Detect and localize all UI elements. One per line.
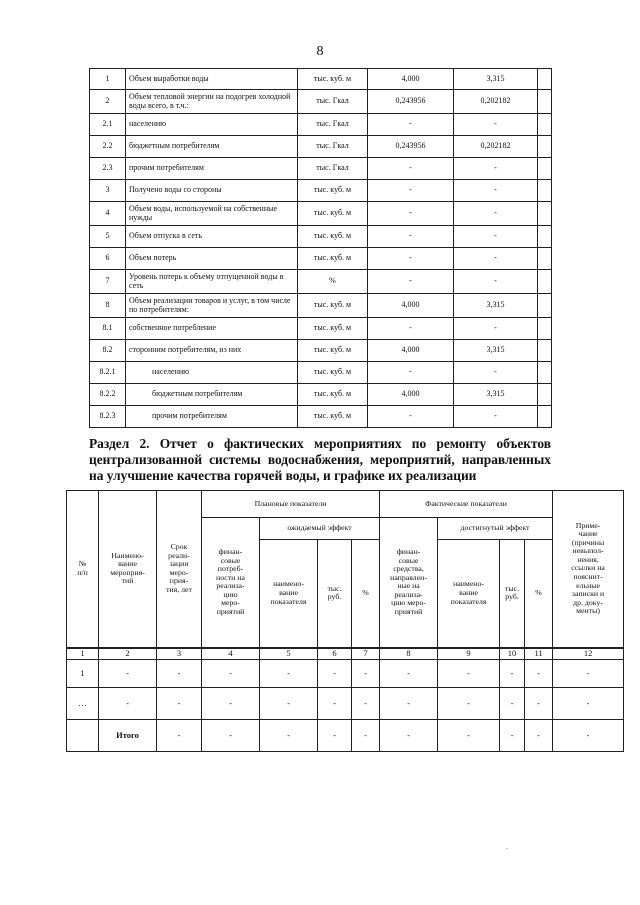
row-name: Уровень потерь к объему отпущенной воды в сеть <box>126 270 298 294</box>
header-achieved-effect: достигнутый эффект <box>438 518 553 540</box>
header-note: Приме- чание (причины невыпол- нения, ссылки на пояснит- ельные записки и др. доку- менты) <box>553 491 624 648</box>
table-cell: - <box>352 660 380 688</box>
row-name: Получено воды со стороны <box>126 180 298 202</box>
table-cell: - <box>525 660 553 688</box>
row-fact-value: - <box>454 406 538 428</box>
row-empty-cell <box>538 406 552 428</box>
table-cell: 1 <box>67 660 99 688</box>
table-cell: … <box>67 688 99 720</box>
table-row <box>90 362 552 384</box>
water-volume-table <box>89 68 552 428</box>
row-unit: тыс. куб. м <box>298 318 368 340</box>
table-cell: - <box>318 660 352 688</box>
column-number: 7 <box>352 648 380 660</box>
row-name: собственное потребление <box>126 318 298 340</box>
table-row <box>90 340 552 362</box>
table-cell: - <box>157 660 202 688</box>
row-name: Объем воды, используемой на собственные нужды <box>126 202 298 226</box>
row-fact-value: 0,202182 <box>454 136 538 158</box>
table-row <box>67 660 624 688</box>
repair-events-table <box>66 490 624 752</box>
row-number: 5 <box>90 226 126 248</box>
table-row <box>90 226 552 248</box>
header-plan-thous-rub: тыс. руб. <box>318 540 352 648</box>
row-unit: тыс. куб. м <box>298 180 368 202</box>
row-unit: тыс. Гкал <box>298 114 368 136</box>
table-cell: - <box>99 688 157 720</box>
table-cell: - <box>553 688 624 720</box>
table-cell: - <box>500 720 525 752</box>
table-cell: - <box>202 660 260 688</box>
table-cell: - <box>260 688 318 720</box>
row-empty-cell <box>538 270 552 294</box>
row-fact-value: 3,315 <box>454 384 538 406</box>
row-unit: тыс. Гкал <box>298 136 368 158</box>
table-row <box>90 248 552 270</box>
table-cell: - <box>500 688 525 720</box>
row-empty-cell <box>538 340 552 362</box>
header-num: № п/п <box>67 491 99 648</box>
header-plan-indicator-name: наимено- вание показателя <box>260 540 318 648</box>
row-name: населению <box>126 362 298 384</box>
table-cell: - <box>202 720 260 752</box>
section-2-heading: Раздел 2. Отчет о фактических мероприятиях по ремонту объектов централизованной системы водоснабжения, мероприятий, направленных на улучшение качества горячей воды, и графике их реализации <box>89 436 551 483</box>
row-unit: тыс. куб. м <box>298 362 368 384</box>
row-name: прочим потребителям <box>126 158 298 180</box>
row-empty-cell <box>538 114 552 136</box>
row-name: Объем выработки воды <box>126 69 298 90</box>
column-number: 6 <box>318 648 352 660</box>
table-cell: - <box>438 660 500 688</box>
row-unit: тыс. Гкал <box>298 90 368 114</box>
row-fact-value: - <box>454 226 538 248</box>
row-number: 2.1 <box>90 114 126 136</box>
table-cell: - <box>553 660 624 688</box>
row-empty-cell <box>538 158 552 180</box>
column-number: 8 <box>380 648 438 660</box>
row-empty-cell <box>538 69 552 90</box>
row-unit: тыс. куб. м <box>298 340 368 362</box>
header-plan-finance: финан- совые потреб- ности на реализа- цию меро- приятий <box>202 518 260 648</box>
column-number: 10 <box>500 648 525 660</box>
table-cell: - <box>438 688 500 720</box>
row-number: 3 <box>90 180 126 202</box>
column-number: 2 <box>99 648 157 660</box>
table-cell: - <box>525 688 553 720</box>
table-row <box>90 406 552 428</box>
row-unit: % <box>298 270 368 294</box>
row-fact-value: - <box>454 202 538 226</box>
row-plan-value: - <box>368 114 454 136</box>
column-number: 3 <box>157 648 202 660</box>
header-plan-percent: % <box>352 540 380 648</box>
row-unit: тыс. куб. м <box>298 384 368 406</box>
table-cell: - <box>380 660 438 688</box>
header-expected-effect: ожидаемый эффект <box>260 518 380 540</box>
header-planned: Плановые показатели <box>202 491 380 518</box>
row-plan-value: - <box>368 226 454 248</box>
header-fact-indicator-name: наимено- вание показателя <box>438 540 500 648</box>
table-row <box>90 294 552 318</box>
table-cell: - <box>352 688 380 720</box>
row-unit: тыс. куб. м <box>298 226 368 248</box>
row-number: 8.2.2 <box>90 384 126 406</box>
row-fact-value: 3,315 <box>454 69 538 90</box>
row-plan-value: - <box>368 270 454 294</box>
table-row <box>90 202 552 226</box>
row-name: населению <box>126 114 298 136</box>
table-cell: - <box>202 688 260 720</box>
row-plan-value: 4,000 <box>368 294 454 318</box>
table-row <box>90 318 552 340</box>
row-empty-cell <box>538 90 552 114</box>
row-unit: тыс. куб. м <box>298 294 368 318</box>
row-fact-value: - <box>454 362 538 384</box>
row-name: бюджетным потребителям <box>126 136 298 158</box>
table-cell: - <box>380 688 438 720</box>
row-plan-value: 0,243956 <box>368 136 454 158</box>
row-unit: тыс. куб. м <box>298 69 368 90</box>
row-empty-cell <box>538 136 552 158</box>
row-plan-value: - <box>368 202 454 226</box>
column-number: 9 <box>438 648 500 660</box>
row-fact-value: 3,315 <box>454 294 538 318</box>
row-name: Объем реализации товаров и услуг, в том числе по потребителям: <box>126 294 298 318</box>
row-plan-value: - <box>368 362 454 384</box>
table-cell: - <box>438 720 500 752</box>
header-event-name: Наимено- вание мероприя- тий <box>99 491 157 648</box>
row-number: 4 <box>90 202 126 226</box>
table-cell: - <box>318 688 352 720</box>
total-label: Итого <box>99 720 157 752</box>
row-fact-value: 3,315 <box>454 340 538 362</box>
row-fact-value: - <box>454 270 538 294</box>
header-term: Срок реали- зации меро- прия- тия, лет <box>157 491 202 648</box>
row-empty-cell <box>538 362 552 384</box>
row-number: 7 <box>90 270 126 294</box>
row-number: 2.3 <box>90 158 126 180</box>
table-row <box>90 384 552 406</box>
row-plan-value: - <box>368 318 454 340</box>
table-cell <box>67 720 99 752</box>
row-empty-cell <box>538 318 552 340</box>
row-number: 6 <box>90 248 126 270</box>
table-cell: - <box>553 720 624 752</box>
row-unit: тыс. куб. м <box>298 406 368 428</box>
row-fact-value: - <box>454 318 538 340</box>
row-fact-value: - <box>454 180 538 202</box>
header-fact-finance: финан- совые средства, направлен- ные на реализа- цию меро- приятий <box>380 518 438 648</box>
page-number: 8 <box>316 44 324 59</box>
row-fact-value: - <box>454 248 538 270</box>
row-name: сторонним потребителям, из них <box>126 340 298 362</box>
table-cell: - <box>260 720 318 752</box>
row-empty-cell <box>538 202 552 226</box>
row-number: 2.2 <box>90 136 126 158</box>
column-number: 12 <box>553 648 624 660</box>
table-cell: - <box>260 660 318 688</box>
row-empty-cell <box>538 180 552 202</box>
column-number: 11 <box>525 648 553 660</box>
row-plan-value: 4,000 <box>368 340 454 362</box>
header-actual: Фактические показатели <box>380 491 553 518</box>
table-cell: - <box>352 720 380 752</box>
table-cell: - <box>318 720 352 752</box>
column-number: 1 <box>67 648 99 660</box>
table-row <box>90 90 552 114</box>
column-number: 4 <box>202 648 260 660</box>
row-name: бюджетным потребителям <box>126 384 298 406</box>
row-number: 8.1 <box>90 318 126 340</box>
row-plan-value: - <box>368 180 454 202</box>
row-fact-value: 0,202182 <box>454 90 538 114</box>
table-row <box>90 270 552 294</box>
row-number: 2 <box>90 90 126 114</box>
row-name: прочим потребителям <box>126 406 298 428</box>
row-number: 8.2.3 <box>90 406 126 428</box>
table-cell: - <box>525 720 553 752</box>
row-unit: тыс. куб. м <box>298 248 368 270</box>
column-number: 5 <box>260 648 318 660</box>
row-number: 8.2 <box>90 340 126 362</box>
row-number: 8.2.1 <box>90 362 126 384</box>
table-cell: - <box>380 720 438 752</box>
scan-mark: . <box>506 842 508 851</box>
row-unit: тыс. куб. м <box>298 202 368 226</box>
table-row <box>90 158 552 180</box>
row-plan-value: - <box>368 248 454 270</box>
row-number: 8 <box>90 294 126 318</box>
row-plan-value: - <box>368 406 454 428</box>
table-row <box>67 688 624 720</box>
table-cell: - <box>500 660 525 688</box>
table-row <box>90 180 552 202</box>
row-name: Объем потерь <box>126 248 298 270</box>
row-empty-cell <box>538 384 552 406</box>
row-name: Объем отпуска в сеть <box>126 226 298 248</box>
row-unit: тыс. Гкал <box>298 158 368 180</box>
row-plan-value: 4,000 <box>368 69 454 90</box>
table-cell: - <box>99 660 157 688</box>
header-fact-thous-rub: тыс. руб. <box>500 540 525 648</box>
row-empty-cell <box>538 226 552 248</box>
row-fact-value: - <box>454 114 538 136</box>
row-empty-cell <box>538 248 552 270</box>
row-plan-value: 0,243956 <box>368 90 454 114</box>
row-plan-value: - <box>368 158 454 180</box>
row-number: 1 <box>90 69 126 90</box>
row-plan-value: 4,000 <box>368 384 454 406</box>
table-row <box>90 69 552 90</box>
row-fact-value: - <box>454 158 538 180</box>
row-empty-cell <box>538 294 552 318</box>
header-fact-percent: % <box>525 540 553 648</box>
table-row <box>90 114 552 136</box>
table-row <box>90 136 552 158</box>
table-row <box>67 720 624 752</box>
row-name: Объем тепловой энергии на подогрев холодной воды всего, в т.ч.: <box>126 90 298 114</box>
table-cell: - <box>157 720 202 752</box>
table-cell: - <box>157 688 202 720</box>
